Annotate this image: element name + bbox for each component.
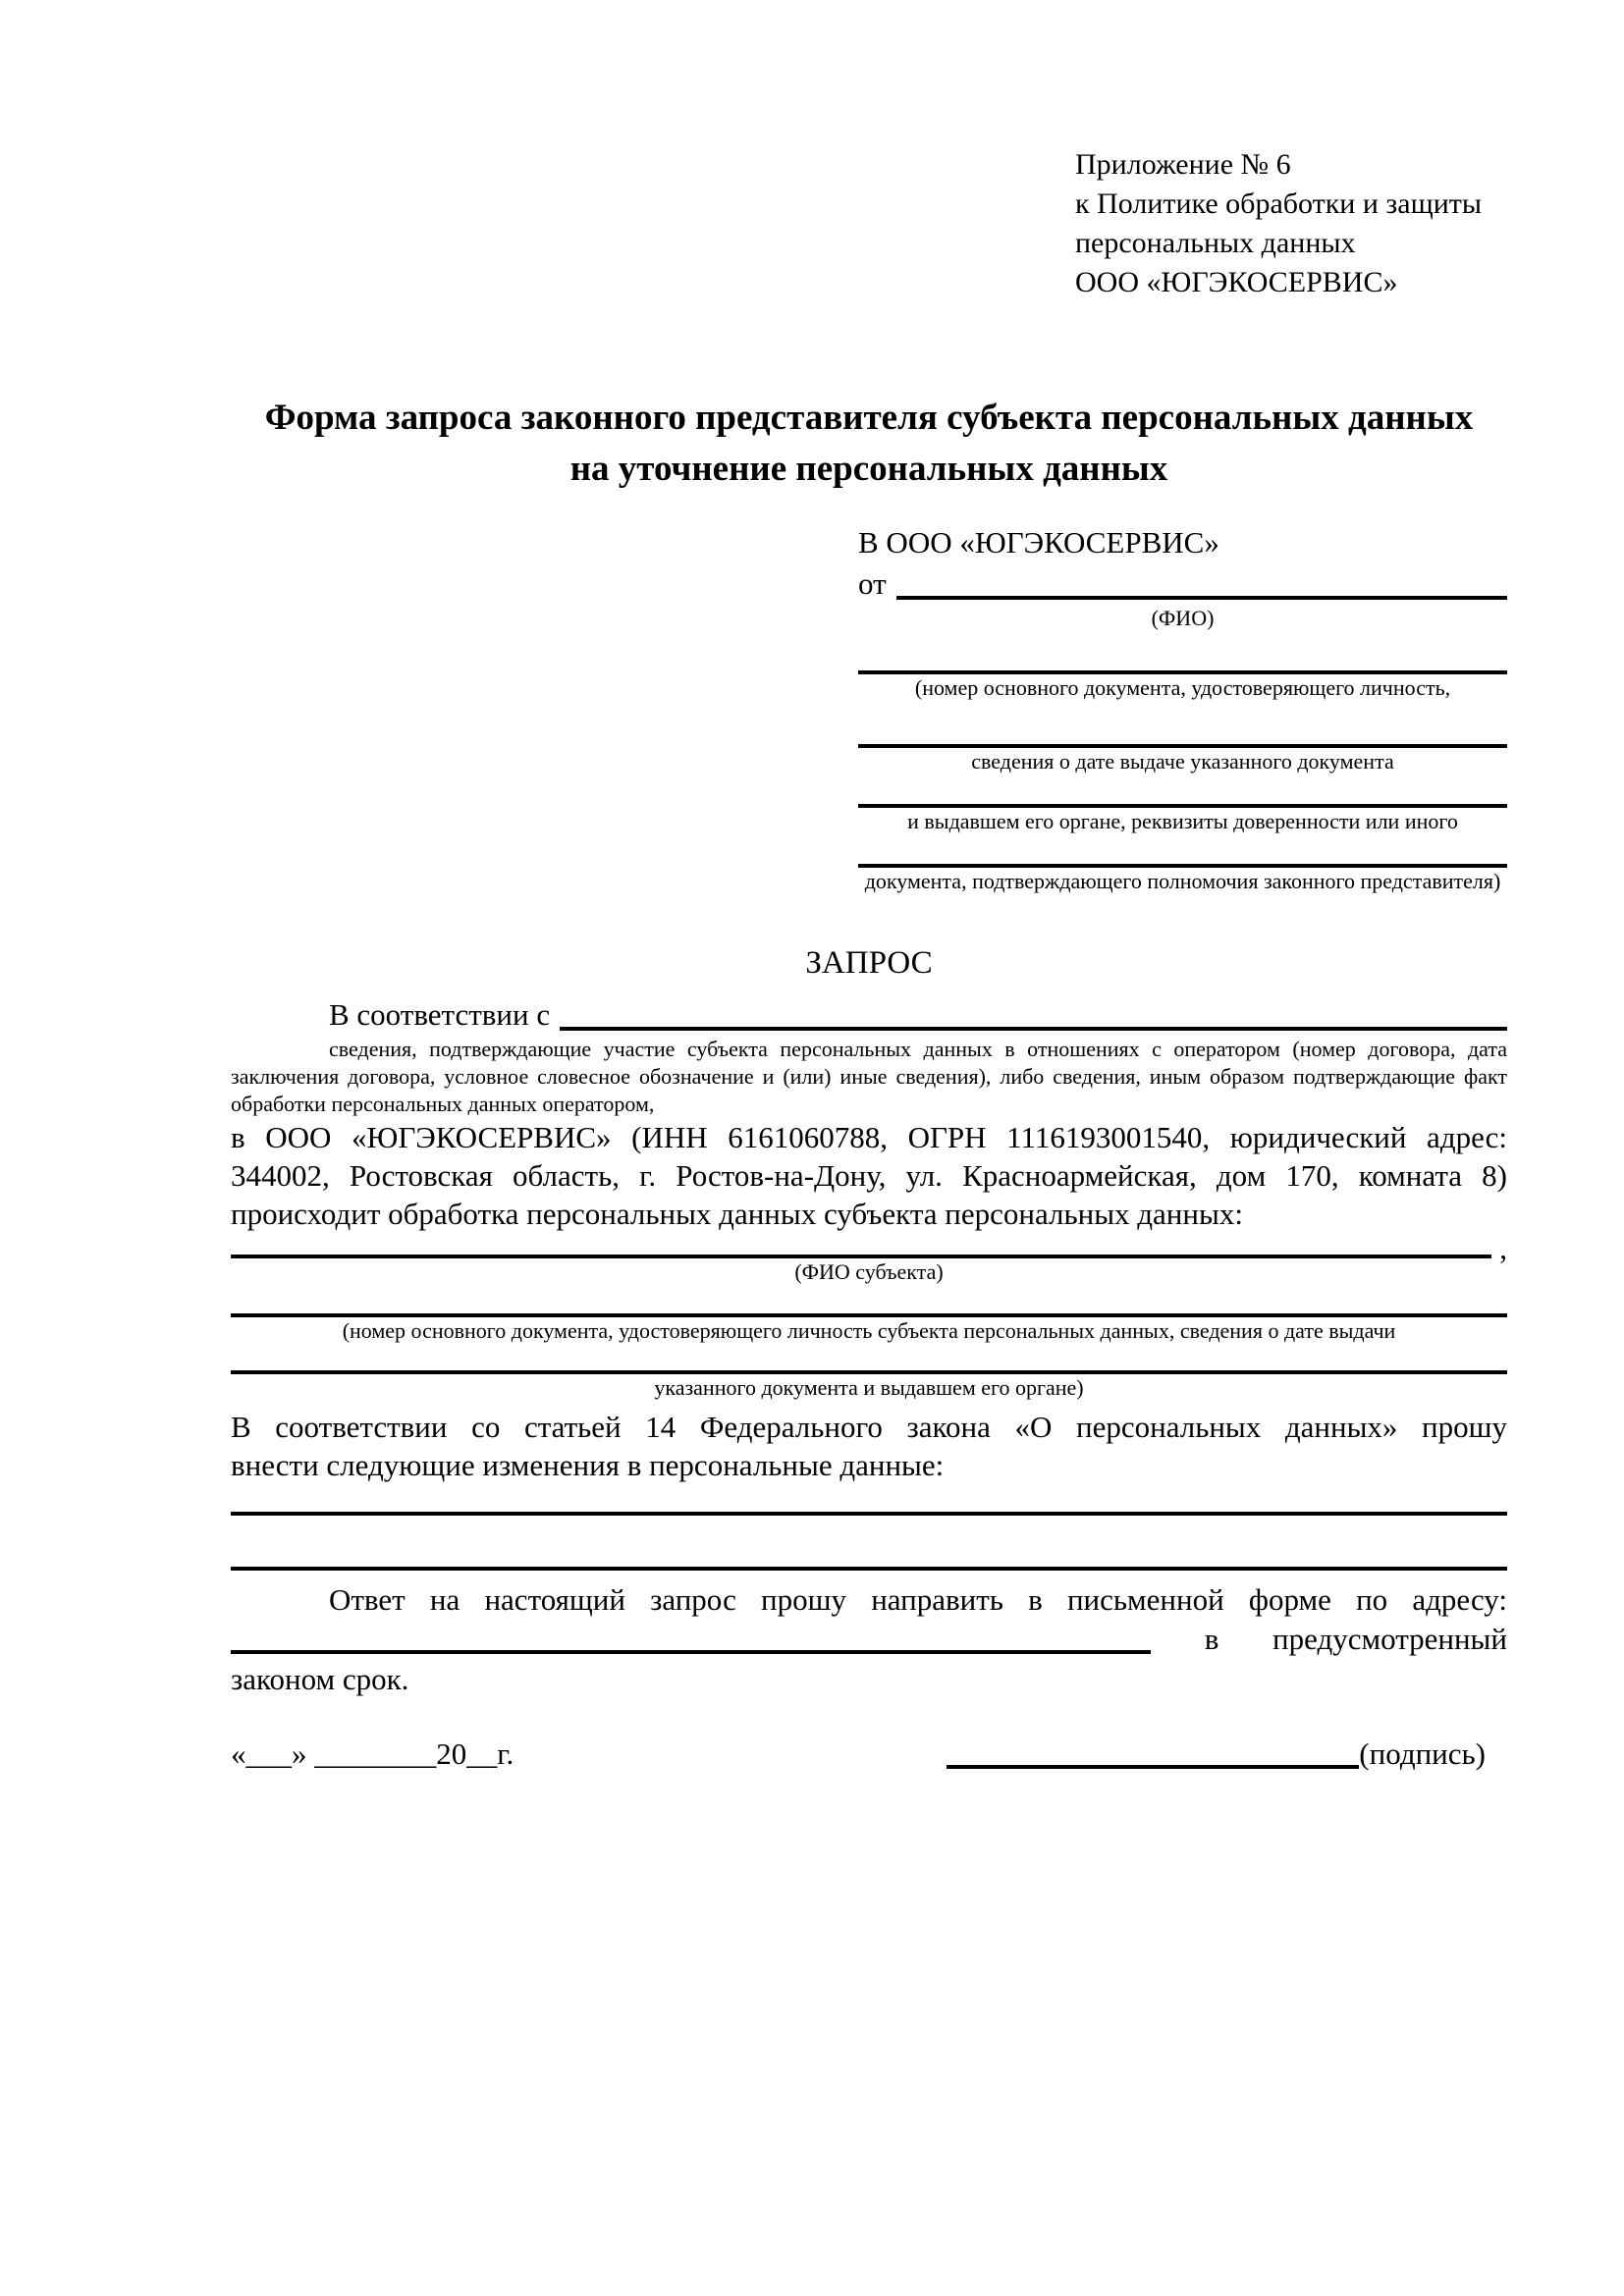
operator-line: происходит обработка персональных данных субъекта персональных данных: [231,1197,1243,1231]
blank-line [231,1512,1507,1516]
blank-line [858,701,1507,748]
appendix-line: ООО «ЮГЭКОСЕРВИС» [1075,266,1398,298]
intro-prefix: В соответствии с [329,997,551,1032]
blank-line [896,563,1507,600]
document-content [231,0,1507,1775]
from-label: от [858,566,887,601]
addressee-caption: и выдавшем его органе, реквизиты доверенности или иного [907,809,1458,833]
reply-line3: законом срок. [231,1662,409,1696]
reply-word: предусмотренный [1272,1622,1507,1656]
signature-caption: (подпись) [1359,1736,1486,1771]
reply-address-row [231,1619,1507,1660]
addressee-from-row [858,563,1507,605]
addressee-organization: В ООО «ЮГЭКОСЕРВИС» [858,525,1219,560]
reply-line1: Ответ на настоящий запрос прошу направить в письменной форме по адресу: [329,1582,1507,1617]
smallprint-line: заключения договора, условное словесное обозначение и (или) иные сведения), либо сведения, иным образом подтверждающие факт [231,1064,1507,1089]
appendix-header [1075,145,1507,302]
subject-doc-caption: (номер основного документа, удостоверяющего личность субъекта персональных данных, сведения о дате выдачи [342,1318,1396,1343]
article-paragraph [231,1408,1507,1484]
operator-paragraph [231,1118,1507,1233]
article-line: В соответствии со статьей 14 Федерального закона «О персональных данных» прошу [231,1410,1507,1444]
blank-line [858,834,1507,868]
blank-line [858,774,1507,808]
date-line: «___» ________20__г. [231,1736,514,1771]
trailing-comma: , [1499,1231,1507,1265]
blank-line [947,1734,1359,1769]
smallprint-line: сведения, подтверждающие участие субъекта персональных данных в отношениях с оператором (номер договора, дата [329,1037,1507,1061]
operator-line: в ООО «ЮГЭКОСЕРВИС» (ИНН 6161060788, ОГРН 1116193001540, юридический адрес: [231,1120,1507,1154]
appendix-line: Приложение № 6 [1075,148,1291,181]
addressee-caption: (номер основного документа, удостоверяющего личность, [914,675,1451,700]
document-title-line1: Форма запроса законного представителя субъекта персональных данных [264,398,1474,438]
blank-line [231,1567,1507,1571]
addressee-caption: сведения о дате выдаче указанного документа [971,749,1394,774]
blank-line [231,1619,1151,1654]
date-signature-row [231,1734,1507,1775]
intro-row [231,994,1507,1036]
appendix-line: персональных данных [1075,227,1356,259]
document-title-line2: на уточнение персональных данных [569,449,1168,489]
document-title [231,393,1507,495]
smallprint-note [231,1036,1507,1118]
addressee-block [858,522,1507,894]
smallprint-line: обработки персональных данных оператором, [231,1092,655,1116]
subject-fio-caption: (ФИО субъекта) [794,1259,944,1284]
blank-line [858,631,1507,674]
reply-word: в [1204,1622,1219,1656]
request-heading: ЗАПРОС [805,945,933,981]
blank-line [231,1255,1491,1258]
operator-line: 344002, Ростовская область, г. Ростов-на-Дону, ул. Красноармейская, дом 170, комната 8) [231,1158,1507,1193]
addressee-caption: документа, подтверждающего полномочия законного представителя) [864,869,1501,893]
blank-line [560,994,1507,1031]
fio-caption: (ФИО) [1151,606,1215,630]
signature-area [947,1734,1486,1775]
subject-doc-caption: указанного документа и выдавшем его органе) [654,1375,1084,1400]
subject-fio-row [231,1231,1507,1265]
appendix-line: к Политике обработки и защиты [1075,187,1483,220]
article-line: внести следующие изменения в персональные данные: [231,1448,945,1482]
